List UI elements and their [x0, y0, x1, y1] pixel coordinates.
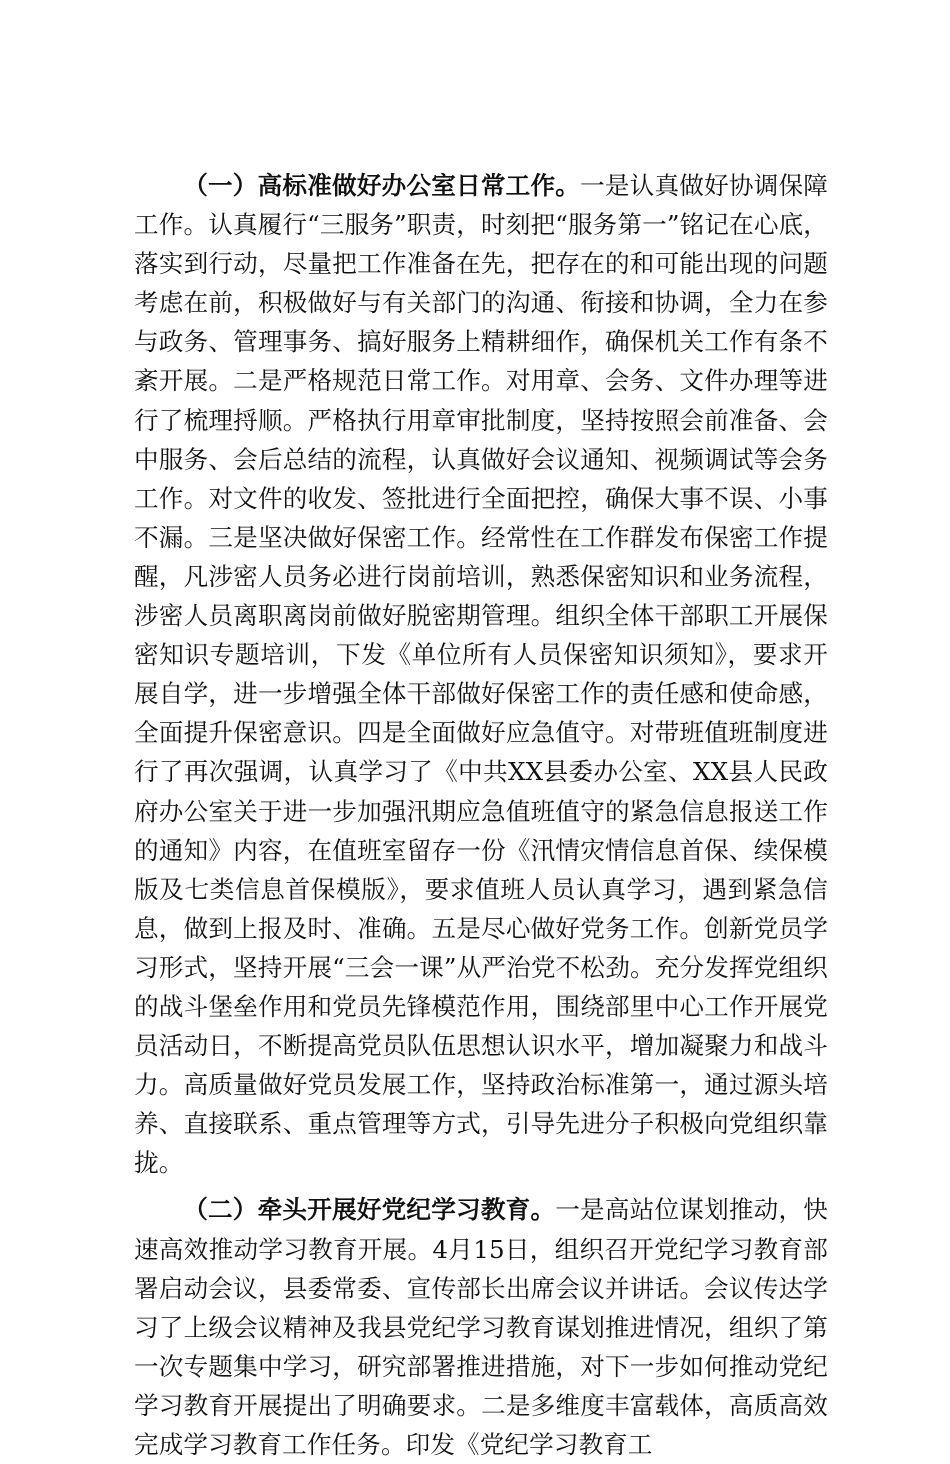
- section-paragraph-2: [134, 1190, 828, 1464]
- section-heading-1: （一）高标准做好办公室日常工作。: [183, 171, 581, 200]
- section-body-2: 一是高站位谋划推动，快速高效推动学习教育开展。4月15日，组织召开党纪学习教育部署启动会议，县委常委、宣传部长出席会议并讲话。会议传达学习了上级会议精神及我县党纪学习教育谋划推进情况，组织了第一次专题集中学习，研究部署推进措施，对下一步如何推动党纪学习教育开展提出了明确要求。二是多维度丰富载体，高质高效完成学习教育工作任务。印发《党纪学习教育工: [134, 1195, 828, 1459]
- section-paragraph-1: [134, 166, 828, 1182]
- document-body: [134, 166, 828, 1464]
- section-body-1: 一是认真做好协调保障工作。认真履行“三服务”职责，时刻把“服务第一”铭记在心底，落实到行动，尽量把工作准备在先，把存在的和可能出现的问题考虑在前，积极做好与有关部门的沟通、衔接和协调，全力在参与政务、管理事务、搞好服务上精耕细作，确保机关工作有条不紊开展。二是严格规范日常工作。对用章、会务、文件办理等进行了梳理捋顺。严格执行用章审批制度，坚持按照会前准备、会中服务、会后总结的流程，认真做好会议通知、视频调试等会务工作。对文件的收发、签批进行全面把控，确保大事不误、小事不漏。三是坚决做好保密工作。经常性在工作群发布保密工作提醒，凡涉密人员务必进行岗前培训，熟悉保密知识和业务流程，涉密人员离职离岗前做好脱密期管理。组织全体干部职工开展保密知识专题培训，下发《单位所有人员保密知识须知》，要求开展自学，进一步增强全体干部做好保密工作的责任感和使命感，全面提升保密意识。四是全面做好应急值守。对带班值班制度进行了再次强调，认真学习了《中共XX县委办公室、XX县人民政府办公室关于进一步加强汛期应急值班值守的紧急信息报送工作的通知》内容，在值班室留存一份《汛情灾情信息首保、续保模版及七类信息首保模版》，要求值班人员认真学习，遇到紧急信息，做到上报及时、准确。五是尽心做好党务工作。创新党员学习形式，坚持开展“三会一课”从严治党不松劲。充分发挥党组织的战斗堡垒作用和党员先锋模范作用，围绕部里中心工作开展党员活动日，不断提高党员队伍思想认识水平，增加凝聚力和战斗力。高质量做好党员发展工作，坚持政治标准第一，通过源头培养、直接联系、重点管理等方式，引导先进分子积极向党组织靠拢。: [134, 171, 828, 1178]
- section-heading-2: （二）牵头开展好党纪学习教育。: [183, 1195, 556, 1225]
